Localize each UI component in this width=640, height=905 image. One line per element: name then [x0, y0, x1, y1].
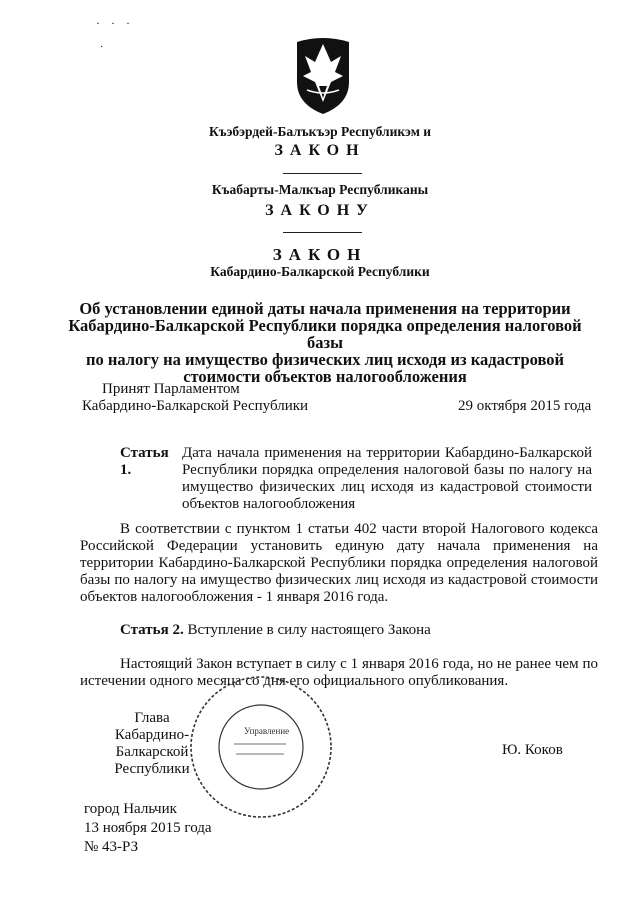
adopted-by [82, 381, 308, 415]
article-1-heading: Дата начала применения на территории Кабардино-Балкарской Республики порядка определения налоговой базы по налогу на имущество физических лиц исходя из кадастровой стоимости объектов налогообложения [182, 445, 592, 512]
footer-date: 13 ноября 2015 года [84, 820, 212, 836]
header-zakon-russian: ЗАКОН [272, 245, 368, 264]
article-2-heading: Вступление в силу настоящего Закона [187, 622, 431, 638]
header-zakonu-balkar: ЗАКОНУ [265, 202, 375, 219]
signatory-title-line-3: Республики [114, 761, 190, 777]
law-title-line: стоимости объектов налогообложения [183, 367, 467, 386]
signatory-title-line-2: Кабардино-Балкарской [114, 727, 190, 760]
article-1 [80, 445, 598, 513]
law-title-line: по налогу на имущество физических лиц исходя из кадастровой [85, 350, 565, 369]
header-divider-1 [283, 173, 362, 174]
coat-of-arms-icon [293, 32, 353, 116]
law-title-line: Об установлении единой даты начала применения на территории [79, 299, 571, 318]
scan-marks: · · · [96, 16, 134, 30]
article-2 [120, 622, 431, 639]
adopted-line-1: Принят Парламентом [102, 381, 240, 397]
signatory-title-line-1: Глава [134, 710, 170, 726]
stamp-inner-text: Управление [244, 726, 290, 736]
signatory-title [82, 710, 222, 778]
header-balkar-title: Къабарты-Малкъар Республиканы [211, 182, 429, 197]
document-footer [84, 800, 212, 857]
header-divider-2 [283, 232, 362, 233]
header-zakon-kabardian: ЗАКОН [274, 142, 366, 159]
header-republic-russian: Кабардино-Балкарской Республики [210, 264, 430, 279]
article-2-body: Настоящий Закон вступает в силу с 1 января 2016 года, но не ранее чем по истечении одного месяца со дня его официального опубликования. [80, 656, 598, 689]
footer-number: № 43-РЗ [84, 839, 139, 855]
adopted-date: 29 октября 2015 года [458, 398, 592, 414]
adopted-line-2: Кабардино-Балкарской Республики [82, 398, 309, 414]
article-1-body: В соответствии с пунктом 1 статьи 402 части второй Налогового кодекса Российской Федерации установить единую дату начала применения на территории Кабардино-Балкарской Республики порядка определения налоговой базы по налогу на имущество физических лиц исходя из кадастровой стоимости объектов налогообложения - 1 января 2016 года. [80, 521, 598, 605]
article-1-label: Статья 1. [120, 445, 169, 478]
footer-city: город Нальчик [84, 801, 177, 817]
law-title-line: Кабардино-Балкарской Республики порядка определения налоговой базы [68, 316, 582, 352]
scan-dot: · [100, 42, 104, 53]
article-2-label: Статья 2. [120, 622, 184, 638]
signatory-name: Ю. Коков [502, 742, 563, 758]
law-title [60, 300, 590, 385]
header-kabardian-title: Къэбэрдей-Балъкъэр Республикэм и [208, 124, 432, 139]
